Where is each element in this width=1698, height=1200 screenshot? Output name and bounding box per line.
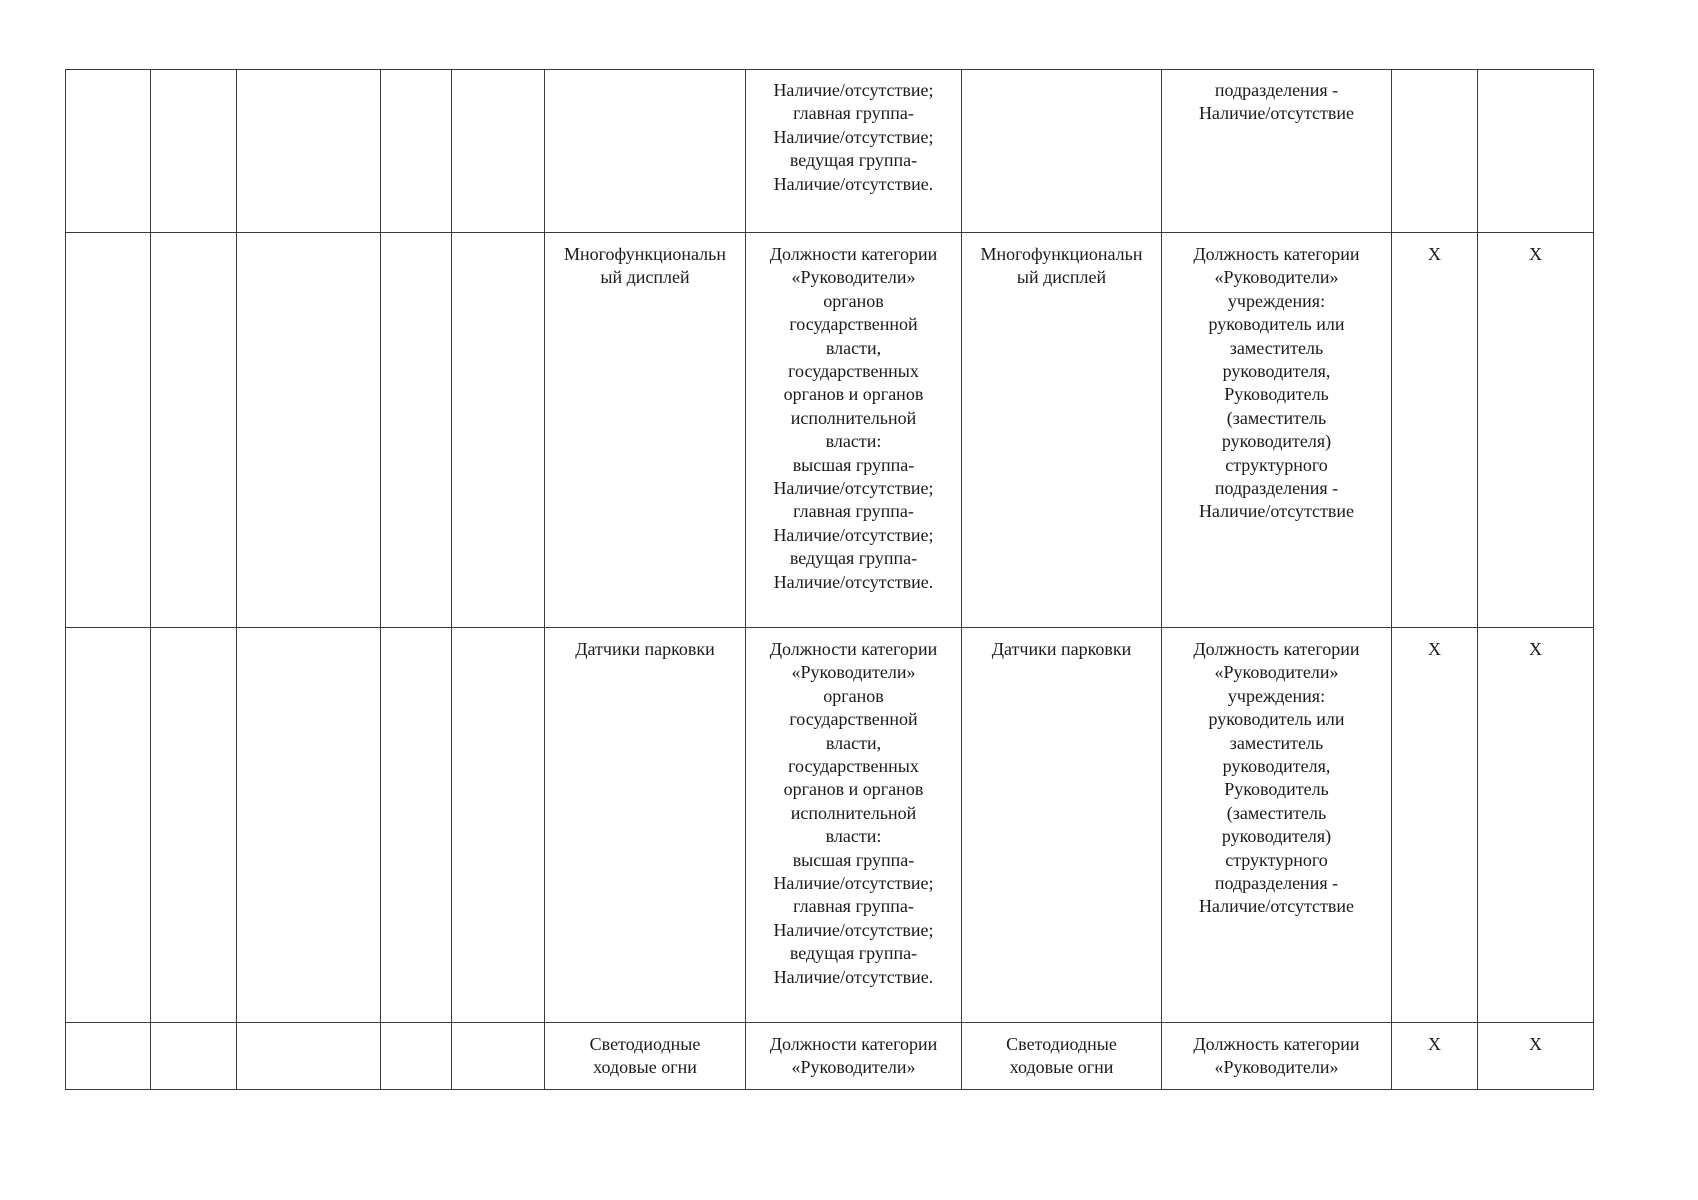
- table-cell: [237, 70, 381, 233]
- mark-cell: X: [1392, 628, 1478, 1023]
- mark-cell: [1478, 70, 1594, 233]
- table-cell: [151, 233, 237, 628]
- institution-positions-cell: Должность категории «Руководители» учреждения: руководитель или заместитель руководителя, Руководитель (заместитель руководителя) структурного подразделения - Наличие/отсутствие: [1162, 628, 1392, 1023]
- table-cell: [381, 70, 452, 233]
- mark-cell: X: [1478, 1023, 1594, 1090]
- table-cell: [452, 1023, 545, 1090]
- gov-positions-cell: Должности категории «Руководители»: [746, 1023, 962, 1090]
- table-cell: [66, 1023, 151, 1090]
- mark-cell: X: [1478, 233, 1594, 628]
- table-cell: [151, 1023, 237, 1090]
- table-cell: [381, 233, 452, 628]
- table-cell: [452, 628, 545, 1023]
- table-cell: [66, 70, 151, 233]
- table-cell: [381, 628, 452, 1023]
- feature-cell: Многофункциональн ый дисплей: [962, 233, 1162, 628]
- table-row: [66, 233, 1594, 628]
- mark-cell: X: [1392, 233, 1478, 628]
- feature-cell: [962, 70, 1162, 233]
- table-cell: [381, 1023, 452, 1090]
- feature-cell: Датчики парковки: [545, 628, 746, 1023]
- table-cell: [151, 70, 237, 233]
- mark-cell: [1392, 70, 1478, 233]
- table-cell: [151, 628, 237, 1023]
- feature-cell: Многофункциональн ый дисплей: [545, 233, 746, 628]
- table-cell: [237, 233, 381, 628]
- table-cell: [452, 233, 545, 628]
- table-cell: [452, 70, 545, 233]
- feature-cell: Светодиодные ходовые огни: [545, 1023, 746, 1090]
- institution-positions-cell: Должность категории «Руководители» учреждения: руководитель или заместитель руководителя, Руководитель (заместитель руководителя) структурного подразделения - Наличие/отсутствие: [1162, 233, 1392, 628]
- mark-cell: X: [1478, 628, 1594, 1023]
- feature-cell: Датчики парковки: [962, 628, 1162, 1023]
- table-cell: [237, 628, 381, 1023]
- table-cell: [66, 233, 151, 628]
- table-row: [66, 1023, 1594, 1090]
- institution-positions-cell: подразделения - Наличие/отсутствие: [1162, 70, 1392, 233]
- table-cell: [66, 628, 151, 1023]
- gov-positions-cell: Должности категории «Руководители» органов государственной власти, государственных органов и органов исполнительной власти: высшая группа- Наличие/отсутствие; главная группа- Наличие/отсутствие; ведущая группа- Наличие/отсутствие.: [746, 628, 962, 1023]
- institution-positions-cell: Должность категории «Руководители»: [1162, 1023, 1392, 1090]
- gov-positions-cell: Должности категории «Руководители» органов государственной власти, государственных органов и органов исполнительной власти: высшая группа- Наличие/отсутствие; главная группа- Наличие/отсутствие; ведущая группа- Наличие/отсутствие.: [746, 233, 962, 628]
- feature-cell: Светодиодные ходовые огни: [962, 1023, 1162, 1090]
- gov-positions-cell: Наличие/отсутствие; главная группа- Наличие/отсутствие; ведущая группа- Наличие/отсутствие.: [746, 70, 962, 233]
- table-row: [66, 628, 1594, 1023]
- table-row: [66, 70, 1594, 233]
- mark-cell: X: [1392, 1023, 1478, 1090]
- table-cell: [237, 1023, 381, 1090]
- requirements-table: [65, 69, 1594, 1090]
- feature-cell: [545, 70, 746, 233]
